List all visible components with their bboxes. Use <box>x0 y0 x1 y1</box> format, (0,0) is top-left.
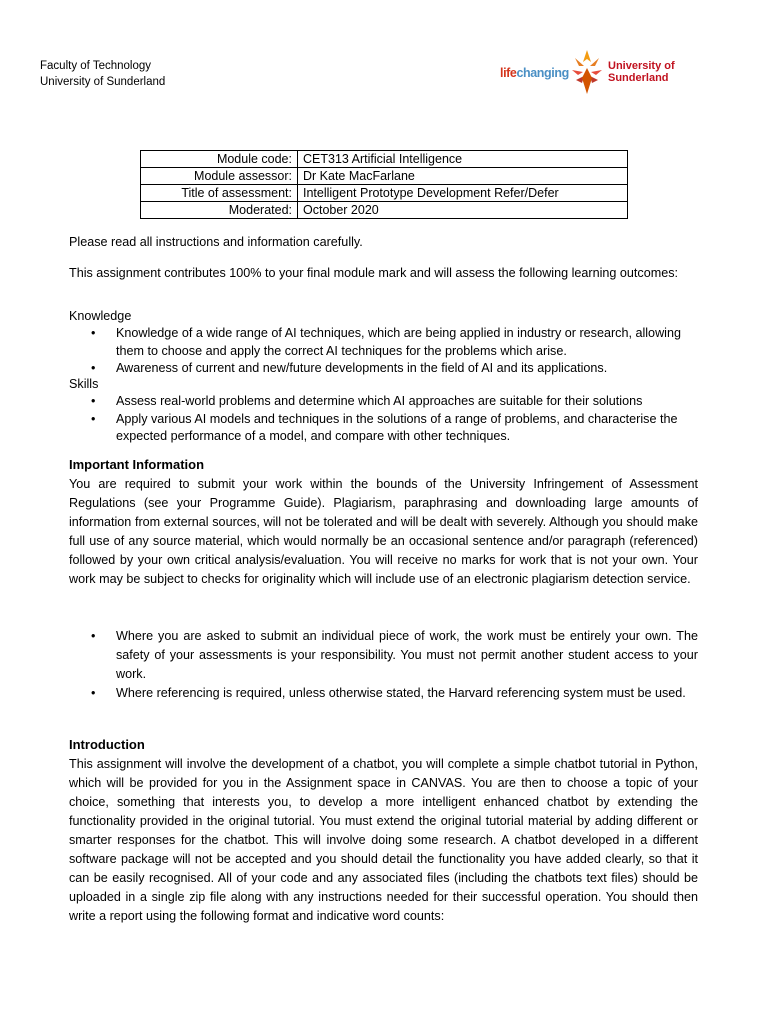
assessment-title-label: Title of assessment: <box>141 185 298 202</box>
table-row <box>141 168 628 185</box>
read-instructions: Please read all instructions and information carefully. <box>69 235 363 249</box>
logo-university-name: University of Sunderland <box>608 60 675 84</box>
university-name: University of Sunderland <box>40 76 166 88</box>
module-assessor-label: Module assessor: <box>141 168 298 185</box>
list-item: • Where you are asked to submit an individual piece of work, the work must be entirely your own. The safety of your assessments is your responsibility. You must not permit another student access to your work. <box>69 627 698 684</box>
introduction-heading: Introduction <box>69 737 145 752</box>
list-item: • Apply various AI models and techniques in the solutions of a range of problems, and characterise the expected performance of a model, and compare with other techniques. <box>69 411 698 446</box>
skills-label: Skills <box>69 377 99 391</box>
knowledge-list <box>69 325 698 378</box>
list-item: • Awareness of current and new/future developments in the field of AI and its applications. <box>69 360 698 378</box>
assessment-title-value: Intelligent Prototype Development Refer/Defer <box>298 185 628 202</box>
important-heading: Important Information <box>69 457 205 472</box>
module-code-value: CET313 Artificial Intelligence <box>298 151 628 168</box>
list-item: • Where referencing is required, unless otherwise stated, the Harvard referencing system must be used. <box>69 684 698 703</box>
module-code-label: Module code: <box>141 151 298 168</box>
contribution-text: This assignment contributes 100% to your final module mark and will assess the following learning outcomes: <box>69 266 679 280</box>
important-body: You are required to submit your work within the bounds of the University Infringement of Assessment Regulations (see your Programme Guide). Plagiarism, paraphrasing and downloading large amounts of information from external sources, will not be tolerated and will be dealt with severely. Although you should make full use of any source material, which would normally be an occasional sentence and/or paragraph (referenced) followed by your own critical analysis/evaluation. You will receive no marks for work that is not your own. Your work may be subject to checks for originality which will include use of an electronic plagiarism detection service. <box>69 477 698 586</box>
knowledge-label: Knowledge <box>69 309 132 323</box>
moderated-value: October 2020 <box>298 202 628 219</box>
table-row <box>141 151 628 168</box>
important-bullets <box>69 627 698 703</box>
table-row <box>141 202 628 219</box>
skills-list <box>69 393 698 446</box>
faculty-name: Faculty of Technology <box>40 60 152 72</box>
moderated-label: Moderated: <box>141 202 298 219</box>
module-info-table <box>140 150 628 219</box>
crest-icon <box>570 48 604 96</box>
university-logo <box>500 46 690 96</box>
list-item: • Assess real-world problems and determine which AI approaches are suitable for their solutions <box>69 393 698 411</box>
table-row <box>141 185 628 202</box>
introduction-body: This assignment will involve the development of a chatbot, you will complete a simple chatbot tutorial in Python, which will be provided for you in the Assignment space in CANVAS. You are then to choose a topic of your choice, something that interests you, to develop a more intelligent enhanced chatbot by extending the functionality provided in the original tutorial. You must extend the original tutorial material by adding different or smarter responses for the chatbot. This will involve doing some research. A chatbot developed in a different software package will not be accepted and you should detail the functionality you have added clearly, so that it can be easily recognised. All of your code and any associated files (including the chatbots text files) should be uploaded in a single zip file along with any instructions needed for their successful operation. You should then write a report using the following format and indicative word counts: <box>69 757 698 923</box>
logo-tagline: lifechanging <box>500 66 569 80</box>
faculty-header <box>40 58 165 90</box>
module-assessor-value: Dr Kate MacFarlane <box>298 168 628 185</box>
list-item: • Knowledge of a wide range of AI techniques, which are being applied in industry or research, allowing them to choose and apply the correct AI techniques for the problems which arise. <box>69 325 698 360</box>
